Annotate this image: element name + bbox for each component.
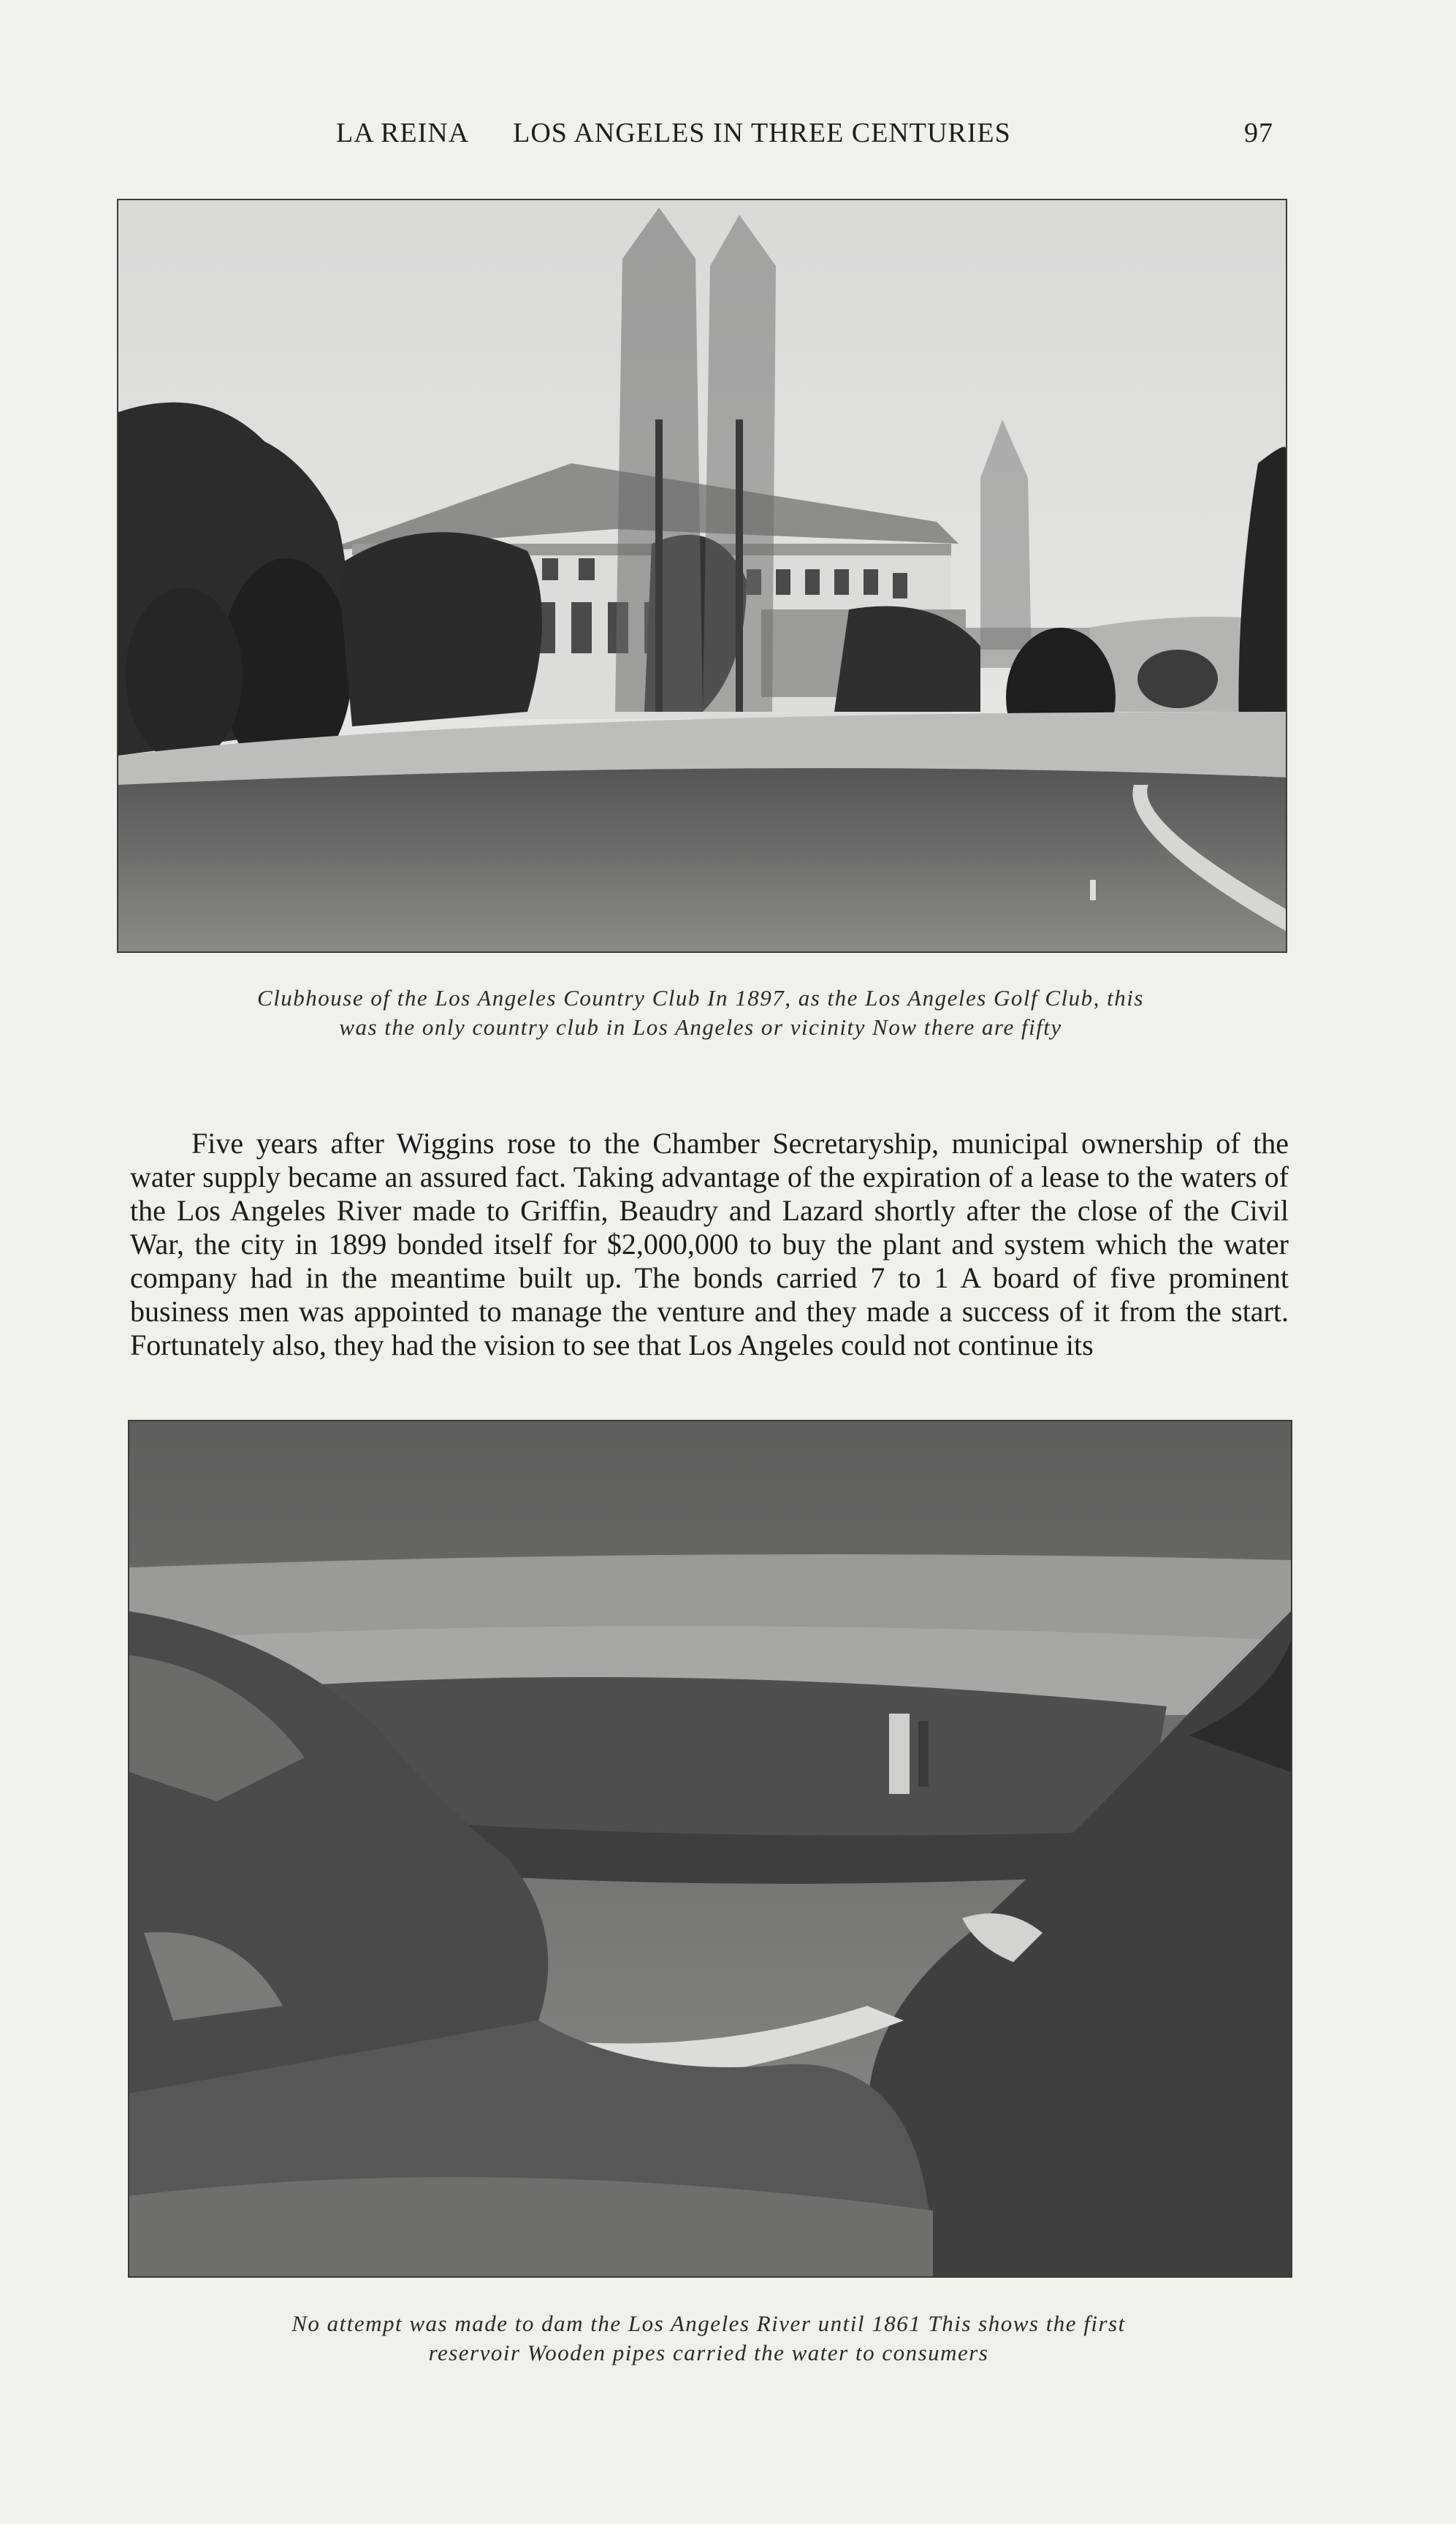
caption-line: reservoir Wooden pipes carried the water to consumers	[428, 2340, 989, 2365]
body-paragraph: Five years after Wiggins rose to the Chamber Secretaryship, municipal ownership of the water supply became an assured fact. Taking advantage of the expiration of a lease to the waters of the Los Angeles River made to Griffin, Beaudry and Lazard shortly after the close of the Civil War, the city in 1899 bonded itself for $2,000,000 to buy the plant and system which the water company had in the meantime built up. The bonds carried 7 to 1 A board of five prominent business men was appointed to manage the venture and they made a success of it from the start. Fortunately also, they had the vision to see that Los Angeles could not continue its	[130, 1127, 1289, 1361]
caption-line: No attempt was made to dam the Los Angeles River until 1861 This shows the first	[291, 2311, 1126, 2336]
reservoir-photo	[128, 1420, 1292, 2278]
page-number: 97	[1244, 118, 1273, 148]
running-head-title	[336, 117, 1055, 149]
reservoir-photo-image	[129, 1421, 1291, 2276]
clubhouse-photo-caption	[117, 984, 1284, 1042]
caption-line: Clubhouse of the Los Angeles Country Club In 1897, as the Los Angeles Golf Club, this	[257, 985, 1144, 1011]
running-head	[117, 117, 1339, 161]
clubhouse-photo	[117, 199, 1287, 953]
clubhouse-photo-image	[118, 200, 1286, 951]
caption-line: was the only country club in Los Angeles or vicinity Now there are fifty	[339, 1014, 1062, 1040]
running-head-subtitle: LOS ANGELES IN THREE CENTURIES	[513, 118, 1011, 148]
reservoir-photo-caption	[128, 2309, 1289, 2368]
running-head-book-name: LA REINA	[336, 118, 470, 148]
